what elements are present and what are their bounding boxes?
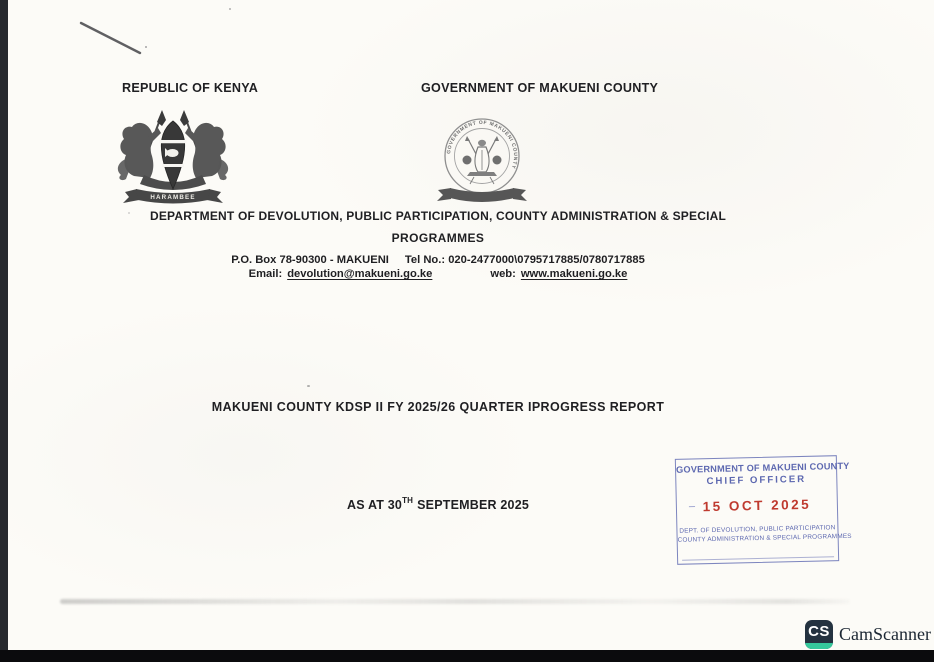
kenya-coat-of-arms-icon (112, 109, 234, 205)
stamp-date-row (677, 495, 837, 515)
department-name-line2: PROGRAMMES (391, 231, 485, 245)
scan-speck (307, 385, 310, 387)
camscanner-icon-accent (805, 643, 833, 649)
contact-web-line (8, 268, 868, 280)
email-address: devolution@makueni.go.ke (287, 268, 433, 280)
stamp-government-line: GOVERNMENT OF MAKUENI COUNTY (675, 460, 850, 475)
header-government-of-makueni: GOVERNMENT OF MAKUENI COUNTY (421, 81, 659, 95)
camscanner-watermark-label: CamScanner (839, 624, 931, 644)
pen-mark (72, 14, 152, 62)
lion-left (118, 123, 161, 180)
seal-ribbon (437, 188, 527, 202)
kenya-motto-text: HARAMBEE (150, 194, 196, 201)
camscanner-icon (805, 620, 833, 649)
scan-smudge (60, 599, 850, 604)
document-page (8, 0, 934, 650)
shield (160, 121, 187, 189)
stamp-dept-line1: DEPT. OF DEVOLUTION, PUBLIC PARTICIPATION (679, 524, 836, 535)
chief-officer-approval-stamp (675, 455, 852, 565)
po-box: P.O. Box 78-90300 - MAKUENI (231, 254, 389, 266)
scan-edge-bottom (0, 650, 934, 662)
contact-address-line (8, 254, 868, 266)
email-label: Email: (248, 268, 283, 280)
date-ordinal: TH (402, 496, 414, 505)
scan-speck (229, 8, 231, 10)
web-label: web: (490, 268, 516, 280)
date-prefix: AS AT 30 (346, 498, 403, 512)
web-address: www.makueni.go.ke (520, 268, 628, 280)
report-title: MAKUENI COUNTY KDSP II FY 2025/26 QUARTER IPROGRESS REPORT (211, 400, 665, 414)
stamp-dash: – (688, 500, 696, 513)
camscanner-icon-letters: CS (808, 623, 830, 640)
seal-ring-text: GOVERNMENT OF MAKUENI COUNTY (446, 119, 519, 170)
department-name-line1: DEPARTMENT OF DEVOLUTION, PUBLIC PARTICIPATION, COUNTY ADMINISTRATION & SPECIAL (149, 209, 727, 223)
stamp-dept-line2: COUNTY ADMINISTRATION & SPECIAL PROGRAMMES (677, 532, 852, 544)
stamp-chief-officer-line: CHIEF OFFICER (706, 473, 807, 488)
harambee-ribbon (123, 189, 223, 204)
seal-emblem (463, 136, 502, 184)
telephone: Tel No.: 020-2477000\0795717885/0780717885 (404, 254, 645, 266)
header-republic-of-kenya: REPUBLIC OF KENYA (122, 81, 259, 95)
lion-right (185, 123, 228, 180)
date-suffix: SEPTEMBER 2025 (417, 498, 530, 512)
scan-edge-left (0, 0, 8, 662)
makueni-county-seal-icon (434, 114, 530, 206)
stamp-date: 15 OCT 2025 (702, 496, 812, 515)
